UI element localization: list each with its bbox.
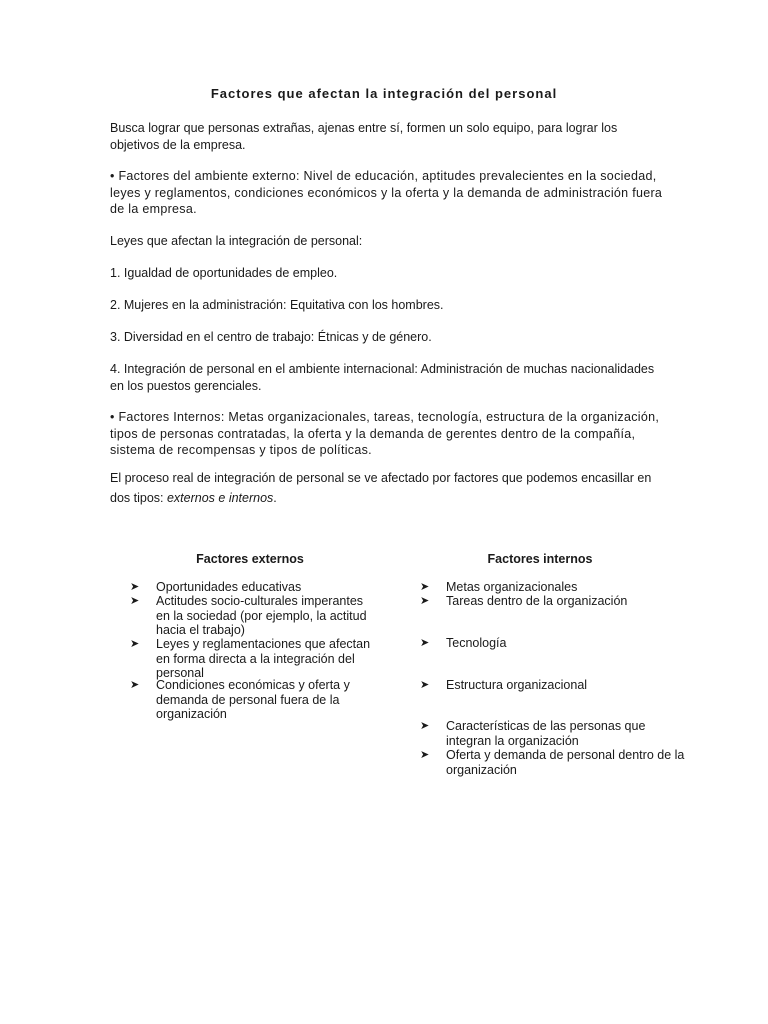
page-title: Factores que afectan la integración del personal: [210, 86, 558, 101]
internal-item-text: Oferta y demanda de personal dentro de la organización: [446, 748, 685, 777]
arrow-bullet-icon: ➤: [420, 637, 430, 649]
external-list-item: [130, 594, 375, 638]
law-item-4: 4. Integración de personal en el ambiente internacional: Administración de muchas nacionalidades en los puestos gerenciales.: [110, 362, 655, 393]
internal-factors-paragraph: • Factores Internos: Metas organizacionales, tareas, tecnología, estructura de la organización, tipos de personas contratadas, la oferta y la demanda de gerentes dentro de la compañía, sistema de recompensas y tipos de políticas.: [110, 410, 660, 457]
intro-paragraph: Busca lograr que personas extrañas, ajenas entre sí, formen un solo equipo, para lograr los objetivos de la empresa.: [110, 121, 618, 152]
external-item-text: Actitudes socio-culturales imperantes en la sociedad (por ejemplo, la actitud hacia el trabajo): [156, 594, 367, 637]
law-item-3: 3. Diversidad en el centro de trabajo: Étnicas y de género.: [110, 330, 432, 344]
arrow-bullet-icon: ➤: [420, 581, 430, 593]
internal-item-text: Tareas dentro de la organización: [446, 594, 628, 608]
internal-item-text: Estructura organizacional: [446, 678, 588, 692]
external-list-item: [130, 637, 375, 681]
external-column-heading: Factores externos: [196, 552, 304, 566]
arrow-bullet-icon: ➤: [420, 720, 430, 732]
process-emphasis: externos e internos: [166, 491, 274, 505]
arrow-bullet-icon: ➤: [130, 638, 140, 650]
arrow-bullet-icon: ➤: [130, 595, 140, 607]
law-item-2: 2. Mujeres en la administración: Equitativa con los hombres.: [110, 298, 444, 312]
external-list-item: [130, 580, 375, 595]
arrow-bullet-icon: ➤: [130, 679, 140, 691]
internal-item-text: Tecnología: [446, 636, 507, 650]
arrow-bullet-icon: ➤: [420, 595, 430, 607]
process-paragraph: [110, 468, 670, 508]
external-item-text: Condiciones económicas y oferta y demanda de personal fuera de la organización: [156, 678, 350, 721]
internal-list-item: [420, 748, 685, 777]
arrow-bullet-icon: ➤: [420, 749, 430, 761]
external-item-text: Oportunidades educativas: [156, 580, 302, 594]
internal-list-item: [420, 678, 685, 693]
internal-column-heading: Factores internos: [487, 552, 593, 566]
laws-heading: Leyes que afectan la integración de personal:: [110, 234, 363, 248]
external-list-item: [130, 678, 375, 722]
law-item-1: 1. Igualdad de oportunidades de empleo.: [110, 266, 338, 280]
arrow-bullet-icon: ➤: [130, 581, 140, 593]
external-factors-paragraph: • Factores del ambiente externo: Nivel de educación, aptitudes prevalecientes en la sociedad, leyes y reglamentos, condiciones económicos y la oferta y la demanda de administración fuera de la empresa.: [110, 169, 663, 216]
internal-list-item: [420, 636, 685, 651]
process-text: El proceso real de integración de personal se ve afectado por factores que podemos encasillar en dos tipos:: [110, 471, 652, 505]
internal-list-item: [420, 580, 685, 595]
internal-list-item: [420, 594, 685, 609]
process-end: .: [273, 491, 277, 505]
arrow-bullet-icon: ➤: [420, 679, 430, 691]
internal-item-text: Metas organizacionales: [446, 580, 578, 594]
internal-list-item: [420, 719, 685, 748]
external-item-text: Leyes y reglamentaciones que afectan en forma directa a la integración del personal: [156, 637, 371, 680]
internal-item-text: Características de las personas que integran la organización: [446, 719, 646, 748]
